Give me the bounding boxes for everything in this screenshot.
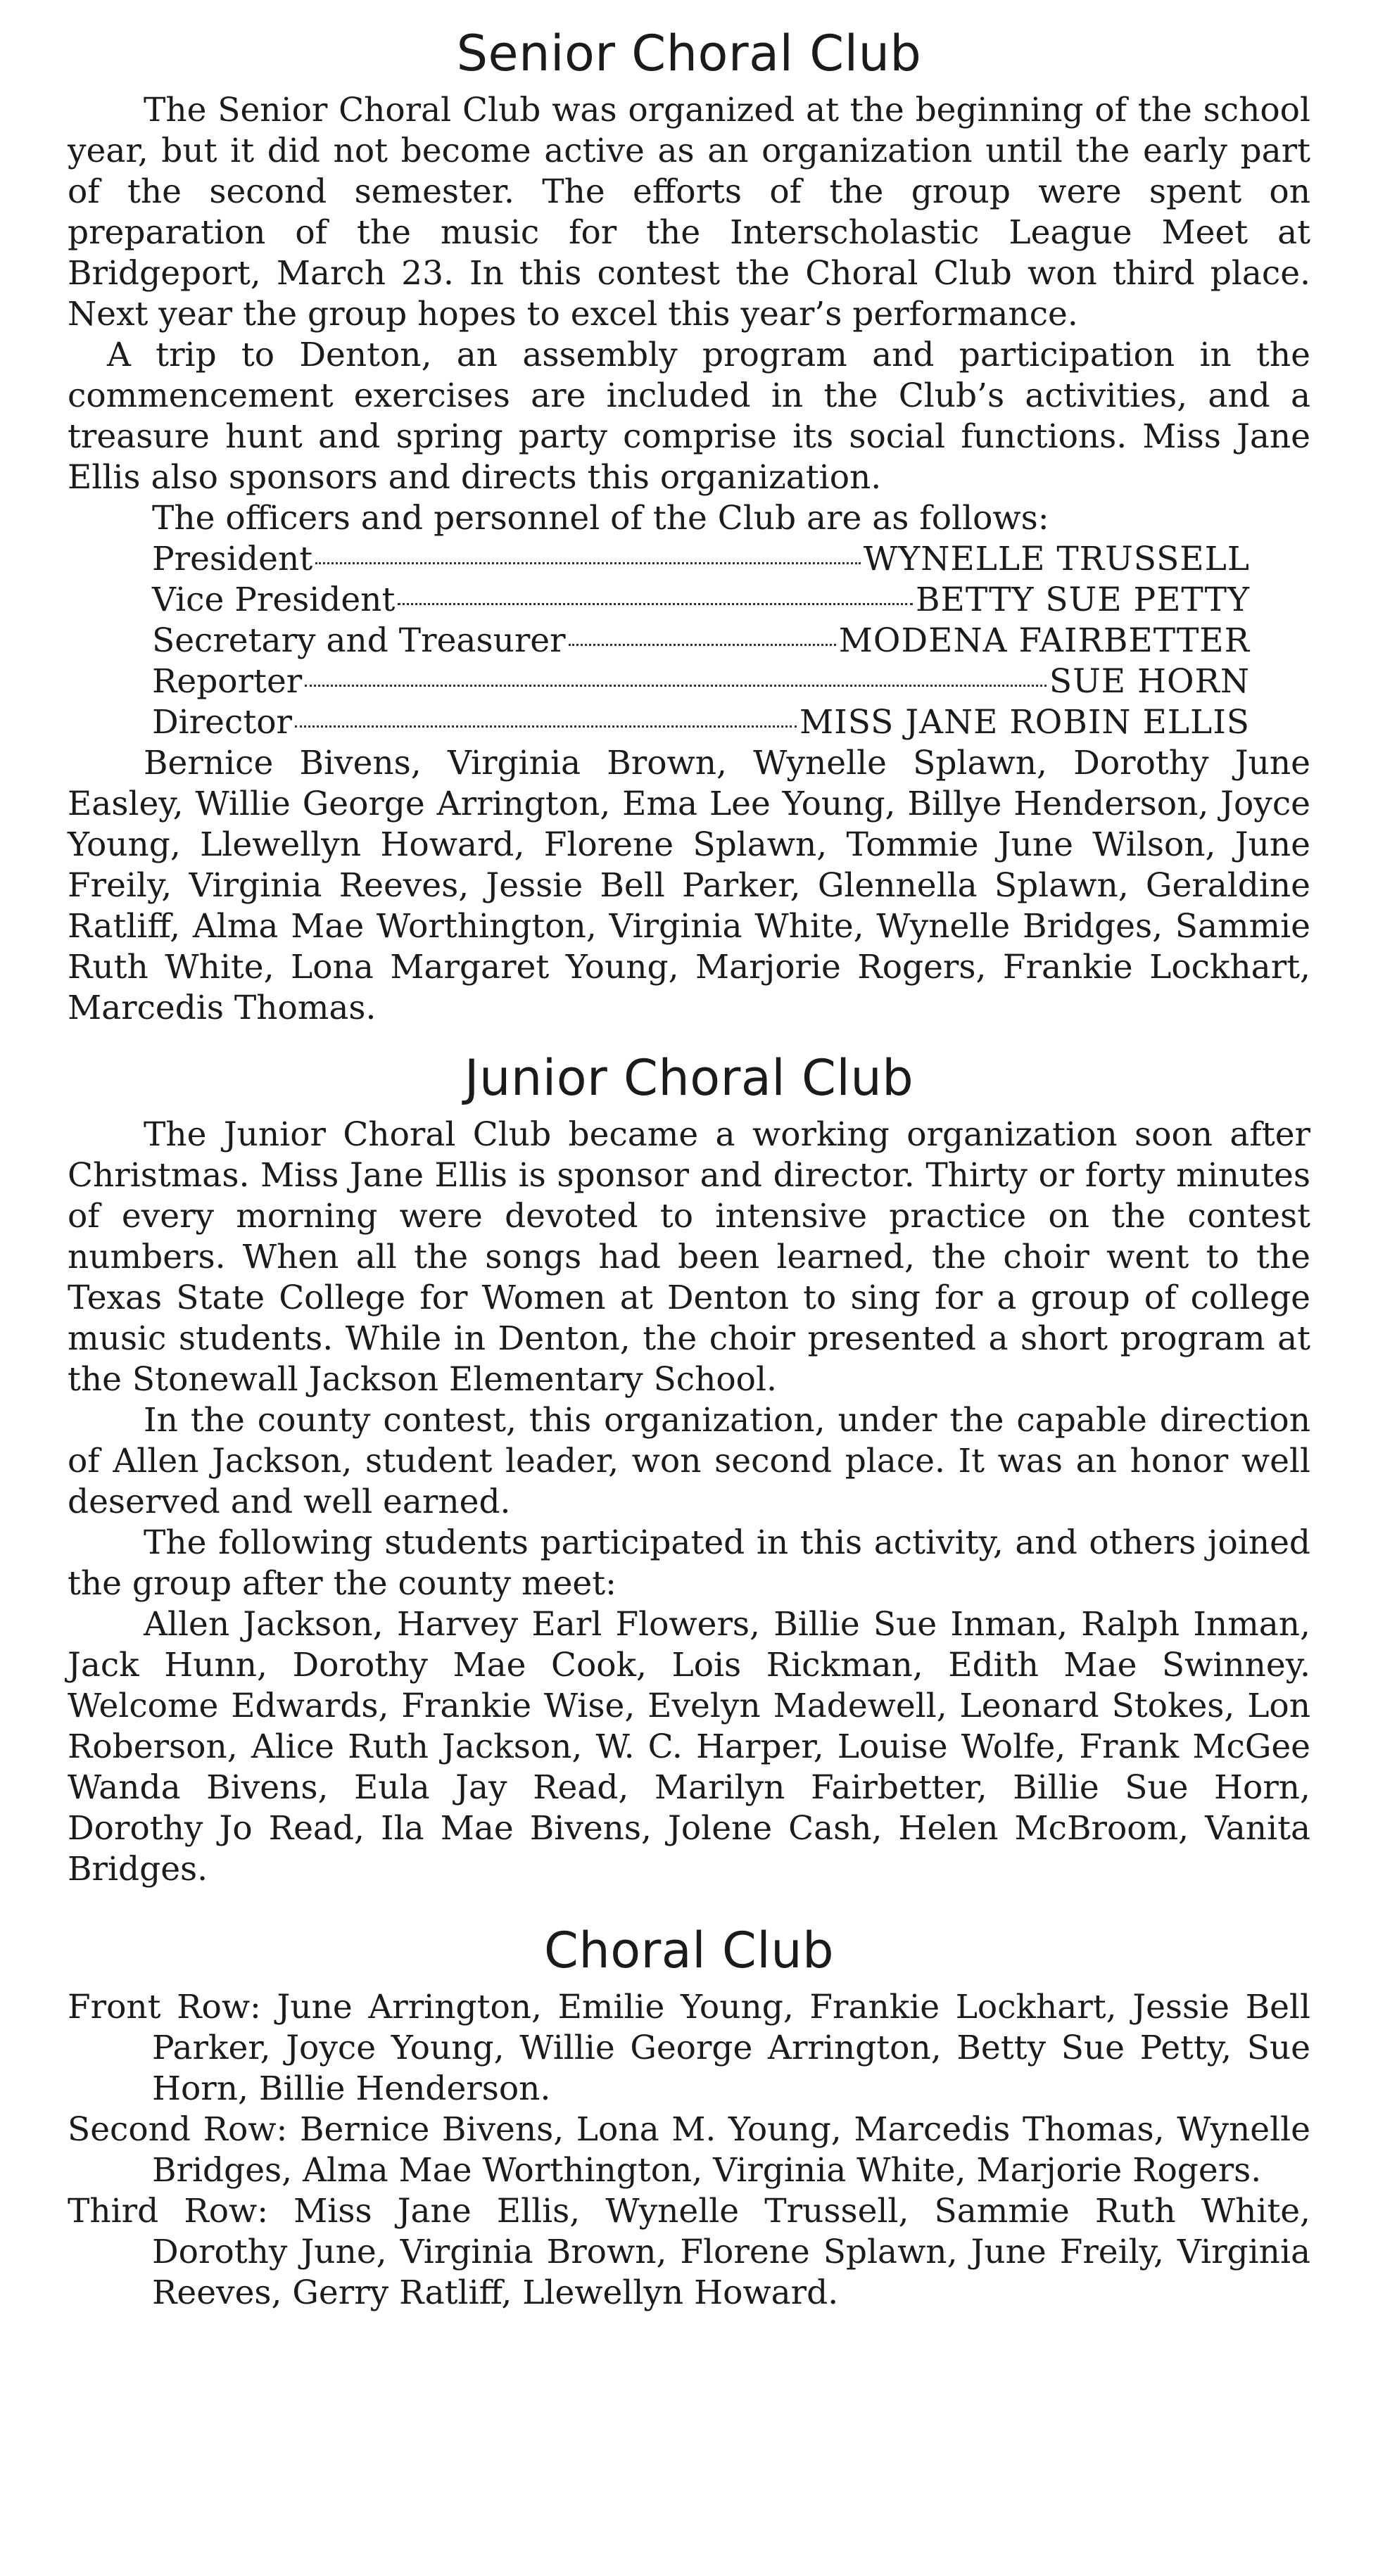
officer-row-president: [152, 539, 1250, 580]
dot-leader: [569, 644, 836, 646]
officer-row-director: [152, 702, 1250, 743]
choral-club-caption-section: [68, 1917, 1310, 2314]
dot-leader: [295, 725, 797, 728]
choral-heading: Choral Club: [543, 1922, 835, 1979]
officer-row-secretary-treasurer: [152, 621, 1250, 661]
front-row-caption: Front Row: June Arrington, Emilie Young, Frankie Lockhart, Jessie Bell Parker, Joyce Young, Willie George Arrington, Betty Sue Petty, Sue Horn, Billie Henderson.: [68, 1988, 1310, 2108]
officer-row-vice-president: [152, 580, 1250, 621]
dot-leader: [315, 562, 861, 564]
dot-leader: [398, 603, 913, 605]
officer-title: President: [152, 540, 313, 578]
officer-title: Secretary and Treasurer: [152, 621, 566, 660]
officer-title: Vice President: [152, 580, 396, 619]
officer-title: Director: [152, 703, 292, 742]
junior-paragraph-3: The following students participated in this activity, and others joined the group after the county meet:: [68, 1523, 1310, 1603]
junior-paragraph-1: The Junior Choral Club became a working organization soon after Christmas. Miss Jane Ellis is sponsor and director. Thirty or forty minutes of every morning were devoted to intensive practice on the contest numbers. When all the songs had been learned, the choir went to the Texas State College for Women at Denton to sing for a group of college music students. While in Denton, the choir presented a short program at the Stonewall Jackson Elementary School.: [68, 1115, 1310, 1399]
dot-leader: [305, 685, 1047, 687]
junior-choral-club-section: [68, 1044, 1310, 1890]
officer-name: MODENA FAIRBETTER: [838, 621, 1250, 660]
senior-paragraph-1: The Senior Choral Club was organized at the beginning of the school year, but it did not become active as an organization until the early part of the second semester. The efforts of the group were spent on preparation of the music for the Interscholastic League Meet at Bridgeport, March 23. In this contest the Choral Club won third place. Next year the group hopes to excel this year’s performance.: [68, 91, 1310, 334]
second-row-caption: Second Row: Bernice Bivens, Lona M. Young, Marcedis Thomas, Wynelle Bridges, Alma Mae Worthington, Virginia White, Marjorie Rogers.: [68, 2110, 1310, 2190]
officers-intro: The officers and personnel of the Club are as follows:: [152, 499, 1049, 538]
officer-row-reporter: [152, 661, 1250, 702]
junior-paragraph-2: In the county contest, this organization, under the capable direction of Allen Jackson, student leader, won second place. It was an honor well deserved and well earned.: [68, 1401, 1310, 1521]
senior-heading: Senior Choral Club: [456, 25, 922, 82]
officer-name: MISS JANE ROBIN ELLIS: [799, 703, 1250, 742]
officer-name: BETTY SUE PETTY: [916, 580, 1250, 619]
senior-paragraph-2: A trip to Denton, an assembly program and participation in the commencement exercises are included in the Club’s activities, and a treasure hunt and spring party comprise its social functions. Miss Jane Ellis also sponsors and directs this organization.: [68, 336, 1310, 497]
junior-members-list: Allen Jackson, Harvey Earl Flowers, Billie Sue Inman, Ralph Inman, Jack Hunn, Dorothy Mae Cook, Lois Rickman, Edith Mae Swinney. Welcome Edwards, Frankie Wise, Evelyn Madewell, Leonard Stokes, Lon Roberson, Alice Ruth Jackson, W. C. Harper, Louise Wolfe, Frank McGee Wanda Bivens, Eula Jay Read, Marilyn Fairbetter, Billie Sue Horn, Dorothy Jo Read, Ila Mae Bivens, Jolene Cash, Helen McBroom, Vanita Bridges.: [68, 1605, 1310, 1889]
officer-title: Reporter: [152, 662, 303, 701]
third-row-caption: Third Row: Miss Jane Ellis, Wynelle Trussell, Sammie Ruth White, Dorothy June, Virginia Brown, Florene Splawn, June Freily, Virginia Reeves, Gerry Ratliff, Llewellyn Howard.: [68, 2192, 1310, 2312]
officer-name: WYNELLE TRUSSELL: [863, 540, 1250, 578]
junior-heading: Junior Choral Club: [464, 1049, 914, 1107]
officer-name: SUE HORN: [1049, 662, 1250, 701]
senior-choral-club-section: [68, 20, 1310, 1029]
senior-members-list: Bernice Bivens, Virginia Brown, Wynelle Splawn, Dorothy June Easley, Willie George Arrington, Ema Lee Young, Billye Henderson, Joyce Young, Llewellyn Howard, Florene Splawn, Tommie June Wilson, June Freily, Virginia Reeves, Jessie Bell Parker, Glennella Splawn, Geraldine Ratliff, Alma Mae Worthington, Virginia White, Wynelle Bridges, Sammie Ruth White, Lona Margaret Young, Marjorie Rogers, Frankie Lockhart, Marcedis Thomas.: [68, 744, 1310, 1027]
